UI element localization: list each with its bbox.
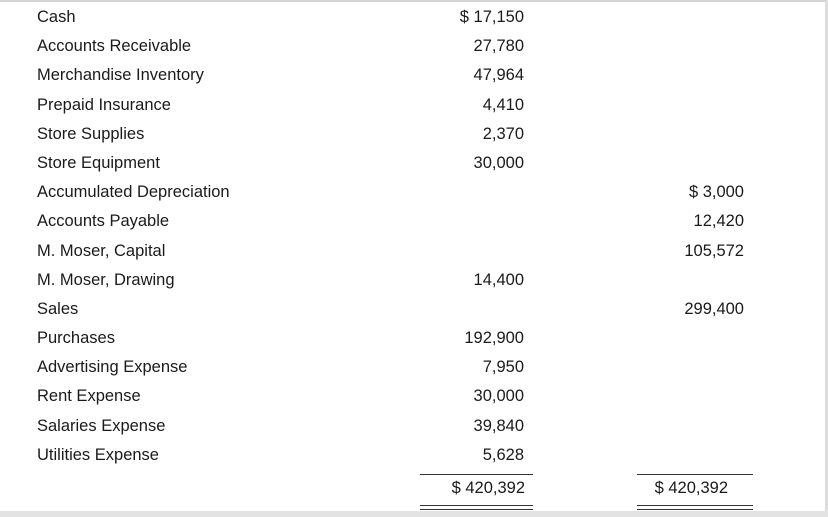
table-row — [0, 207, 828, 236]
trial-balance-table — [0, 3, 828, 470]
total-credit-value: $ 420,392 — [654, 479, 728, 497]
debit-amount: 30,000 — [473, 387, 524, 406]
table-row — [0, 3, 828, 32]
table-row — [0, 91, 828, 120]
account-name: Utilities Expense — [37, 445, 159, 464]
total-debit-cell — [420, 474, 533, 502]
table-row — [0, 441, 828, 470]
table-row — [0, 382, 828, 411]
double-underline — [637, 505, 753, 510]
table-row — [0, 149, 828, 178]
account-name: Accounts Receivable — [37, 37, 192, 56]
table-row — [0, 266, 828, 295]
credit-amount: 299,400 — [684, 299, 744, 318]
account-name: Store Equipment — [37, 153, 160, 172]
totals-row — [0, 474, 828, 514]
credit-amount: 12,420 — [693, 212, 744, 231]
table-row — [0, 120, 828, 149]
account-name: Accumulated Depreciation — [37, 183, 230, 202]
debit-amount: 14,400 — [473, 270, 524, 289]
account-name: M. Moser, Capital — [37, 241, 166, 260]
account-name: Sales — [37, 299, 79, 318]
account-name: Advertising Expense — [37, 358, 188, 377]
debit-amount: 27,780 — [473, 37, 524, 56]
account-name: Salaries Expense — [37, 416, 166, 435]
debit-amount: 5,628 — [482, 445, 524, 464]
bottom-border — [0, 511, 828, 517]
account-name: Merchandise Inventory — [37, 66, 204, 85]
top-border — [0, 0, 828, 2]
account-name: Accounts Payable — [37, 212, 170, 231]
table-row — [0, 412, 828, 441]
table-row — [0, 32, 828, 61]
debit-amount: 30,000 — [473, 153, 524, 172]
debit-amount: 39,840 — [473, 416, 524, 435]
double-underline — [420, 505, 533, 510]
table-row — [0, 353, 828, 382]
account-name: Store Supplies — [37, 124, 145, 143]
table-row — [0, 295, 828, 324]
debit-amount: 7,950 — [482, 358, 524, 377]
total-credit-cell — [637, 474, 753, 502]
table-row — [0, 237, 828, 266]
debit-amount: 47,964 — [473, 66, 524, 85]
account-name: Prepaid Insurance — [37, 95, 171, 114]
table-row — [0, 178, 828, 207]
table-row — [0, 61, 828, 90]
credit-amount: 105,572 — [684, 241, 744, 260]
debit-amount: 192,900 — [464, 329, 524, 348]
table-row — [0, 324, 828, 353]
account-name: Rent Expense — [37, 387, 141, 406]
debit-amount: $ 17,150 — [459, 8, 524, 26]
debit-amount: 4,410 — [482, 95, 524, 114]
debit-amount: 2,370 — [482, 124, 524, 143]
account-name: Purchases — [37, 329, 115, 348]
credit-amount: $ 3,000 — [688, 183, 744, 202]
total-debit-value: $ 420,392 — [451, 479, 525, 497]
account-name: M. Moser, Drawing — [37, 270, 175, 289]
account-name: Cash — [37, 8, 76, 26]
